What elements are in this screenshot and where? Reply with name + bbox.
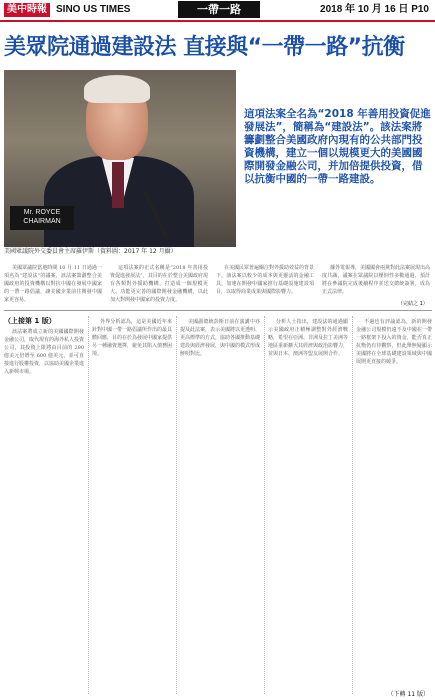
- date-page: 2018 年 10 月 16 日 P10: [320, 4, 429, 15]
- photo-caption: 美國眾議院外交委員會主席羅伊斯（資料圖：2017 年 12 月攝）: [4, 248, 177, 255]
- paragraph: 分析人士指出，建設法的通過顯示美國政府正積極調整對外經濟戰略，希望在亞洲、非洲及拉丁美洲等地區重新擴大其經濟與政治影響力，並與日本、澳洲等盟友展開合作。: [268, 319, 348, 357]
- publication-name: SINO US TIMES: [56, 4, 131, 15]
- paragraph: 外界分析認為，這是美國近年來針對中國一帶一路倡議所作出的最具體回應，目的在於為發展中國家提供另一種融資選擇，避免其陷入債務困境。: [92, 319, 172, 357]
- nameplate: Mr. ROYCE CHAIRMAN: [10, 206, 74, 230]
- upper-column-3: [216, 264, 314, 308]
- column-rule: [176, 316, 177, 694]
- paragraph: 這項法案的正式名稱是“2018 年善用投資促進發展法”，其目的在於整合美國政府現有各類對外援助機構，打造成一個規模更大、功能更完善的國際開發金融機構，以此加大對開發中國家的投資力度。: [110, 265, 208, 303]
- lower-column-5: [356, 318, 432, 682]
- subhead-left: （上接第 1 版）: [4, 317, 56, 325]
- continued-note: （下轉 11 版）: [387, 691, 429, 698]
- section-label: 一帶一路: [178, 1, 260, 18]
- column-rule: [88, 316, 89, 694]
- paragraph: 不過也有評論認為，新的開發金融公司規模仍遠不及中國在一帶一路框架下投入的資金，能否真正抗衡仍有待觀察，但此舉無疑顯示美國將在全球基礎建設領域與中國展開更直接的競爭。: [356, 319, 432, 365]
- column-rule: [352, 316, 353, 694]
- paragraph: 在美國民眾普遍關注對外援助效益的背景下，該法案以較少的成本與更靈活的金融工具，加速在開發中國家推行基礎設施建設項目，以取得商業成果與國際影響力。: [216, 265, 314, 295]
- lower-column-2: [92, 318, 172, 690]
- lower-column-1: [4, 328, 84, 690]
- paragraph: 該法案將成立新的美國國際開發金融公司，取代現有的海外私人投資公司，其投資上限將由目前的 290 億美元倍增至 600 億美元，並可直接進行股權投資，以協助美國企業進入新興市場。: [4, 329, 84, 375]
- paragraph: 據外電報導，美國國會兩黨對此法案展現出高度共識，議案在眾議院以壓倒性多數通過，預計將在參議院完成後續程序並送交總統簽署，成為正式法律。: [322, 265, 430, 295]
- column-rule: [264, 316, 265, 694]
- lower-column-3: [180, 318, 260, 690]
- divider: [4, 310, 432, 311]
- photo-tie: [112, 162, 124, 208]
- end-tag: （完結之 1）: [398, 301, 428, 307]
- upper-column-1: [4, 264, 102, 308]
- upper-column-2: [110, 264, 208, 308]
- masthead: [0, 0, 435, 22]
- headline: 美眾院通過建設法 直接與“一帶一路”抗衡: [4, 35, 405, 60]
- pull-quote: 這項法案全名為“2018 年善用投資促進發展法”，簡稱為“建設法”。該法案將籌劃整合美國政府內現有的公共部門投資機構，建立一個以規模更大的美國國際開發金融公司，并加倍提供投資，借以抗衡中國的一帶一路建設。: [244, 108, 431, 185]
- paragraph: 美國眾議院當地時間 10 月 11 日通過一項名為“建設法”的議案，該法案籌劃整合美國政府的投資機構以對抗中國在發展中國家的一帶一路倡議，讓美國企業前往開發中國家更容易。: [4, 265, 102, 303]
- photo-hair: [84, 75, 150, 103]
- lower-column-4: [268, 318, 348, 690]
- photo: [4, 70, 236, 247]
- logo: 美中時報: [4, 3, 50, 17]
- paragraph: 美國副總統彭斯日前在演講中亦提及此法案，表示美國將以更透明、更高標準的方式，協助各國推動基礎建設與經濟發展，與中國的模式形成鮮明對比。: [180, 319, 260, 357]
